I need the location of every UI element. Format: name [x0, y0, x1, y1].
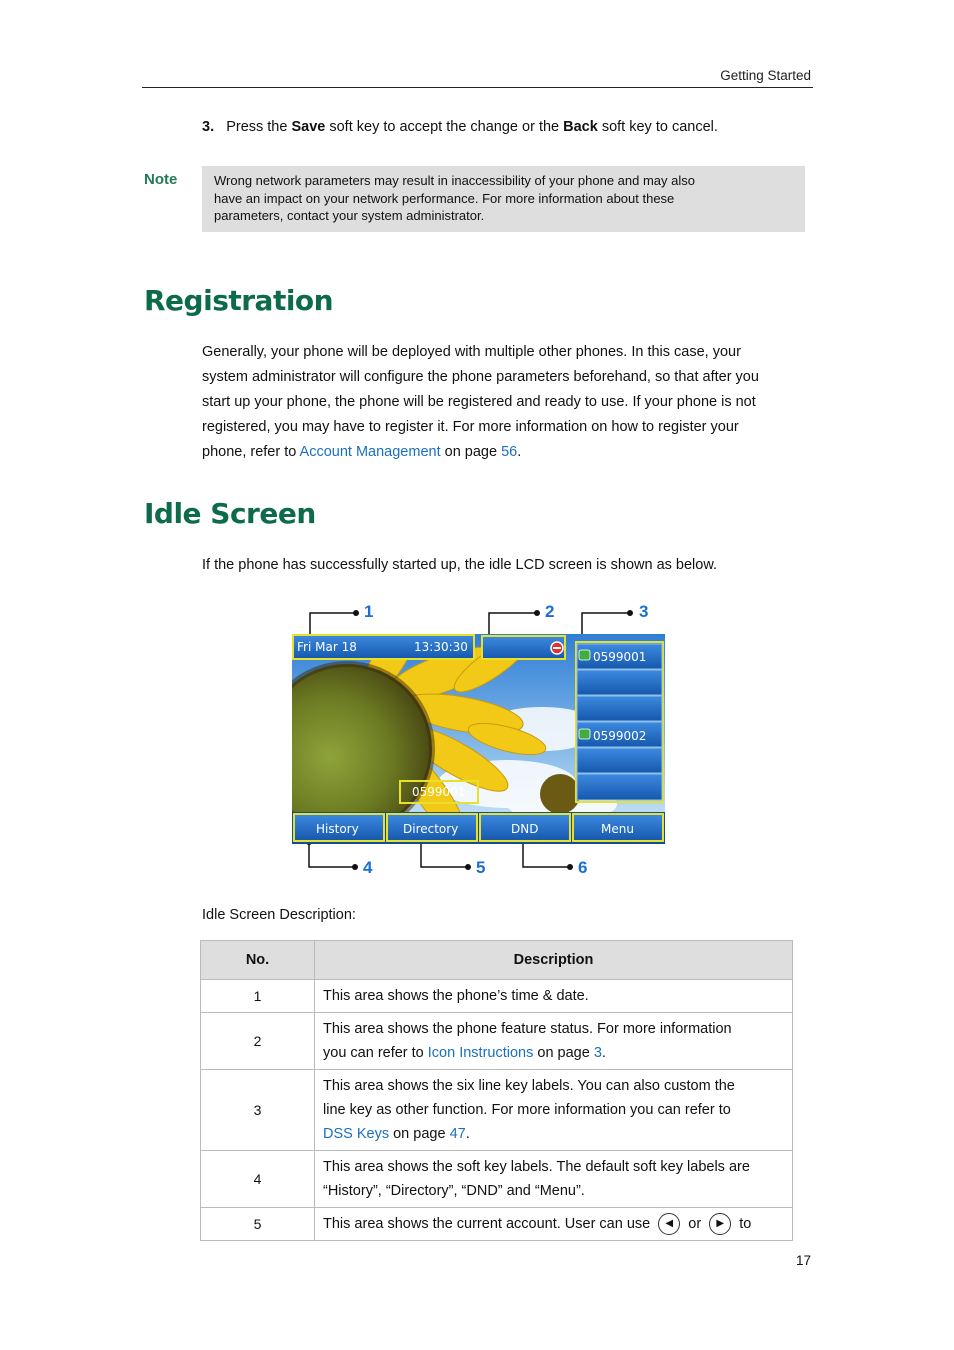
row-number: 3: [201, 1070, 315, 1151]
current-account: 0599001: [412, 785, 466, 799]
table-row: [201, 1151, 793, 1208]
page-47-link[interactable]: 47: [449, 1126, 466, 1142]
row-description: This area shows the phone’s time & date.: [315, 980, 793, 1013]
soft-key-bar: [292, 812, 665, 844]
phone-icon: [579, 729, 590, 739]
step-number: 3.: [202, 119, 215, 135]
row-description: [315, 1070, 793, 1151]
table-row: [201, 1208, 793, 1241]
step-text-before: Press the: [226, 119, 292, 135]
line-key-6[interactable]: [577, 774, 662, 800]
back-key-label: Back: [563, 119, 598, 135]
step-text-after: soft key to cancel.: [597, 119, 718, 135]
text: on page: [533, 1045, 594, 1061]
registration-heading: Registration: [144, 284, 334, 317]
account-management-link[interactable]: Account Management: [299, 444, 441, 460]
row-description: [315, 1013, 793, 1070]
icon-instructions-link[interactable]: Icon Instructions: [427, 1045, 534, 1061]
text: line key as other function. For more information you can refer to: [323, 1102, 731, 1118]
row-number: 4: [201, 1151, 315, 1208]
row-number: 2: [201, 1013, 315, 1070]
text: .: [517, 444, 522, 460]
callout-6: 6: [578, 858, 588, 877]
callout-3: 3: [639, 602, 649, 621]
idle-screen-heading: Idle Screen: [144, 497, 316, 530]
callout-4: 4: [363, 858, 373, 877]
idle-lcd-screen: [292, 634, 665, 844]
lcd-date: Fri Mar 18: [297, 640, 357, 654]
line-key-3[interactable]: [577, 696, 662, 721]
note-line: parameters, contact your system administrator.: [214, 208, 485, 223]
table-header-row: [201, 941, 793, 980]
row-number: 1: [201, 980, 315, 1013]
text-line: [323, 1122, 784, 1146]
row-description: [315, 1208, 793, 1241]
text: or: [684, 1216, 706, 1232]
text: “History”, “Directory”, “DND” and “Menu”.: [323, 1183, 585, 1199]
page-number: 17: [795, 1253, 811, 1268]
callout-2: 2: [545, 602, 555, 621]
text: This area shows the phone feature status. For more information: [323, 1021, 732, 1037]
step-text-middle: soft key to accept the change or the: [325, 119, 564, 135]
line-key-area: [576, 642, 663, 802]
text: This area shows the soft key labels. The default soft key labels are: [323, 1159, 750, 1175]
paragraph-line: start up your phone, the phone will be registered and ready to use. If your phone is not: [202, 394, 756, 410]
right-arrow-key-icon: ▶: [709, 1213, 731, 1235]
line-key-5[interactable]: [577, 748, 662, 773]
table-row: [201, 1013, 793, 1070]
row-number: 5: [201, 1208, 315, 1241]
paragraph-line: registered, you may have to register it. For more information on how to register your: [202, 419, 739, 435]
small-sunflower: [540, 774, 580, 814]
page-3-link[interactable]: 3: [593, 1045, 602, 1061]
soft-key-label: History: [316, 822, 359, 836]
column-header-no: No.: [201, 941, 315, 980]
note-line: have an impact on your network performance. For more information about these: [214, 190, 675, 206]
column-header-description: Description: [315, 941, 793, 980]
line-key-label: 0599002: [593, 729, 647, 743]
dss-keys-link[interactable]: DSS Keys: [323, 1126, 390, 1142]
phone-icon: [579, 650, 590, 660]
table-row: [201, 1070, 793, 1151]
running-header: Getting Started: [720, 68, 811, 83]
callout-1: 1: [364, 602, 374, 621]
text: you can refer to: [323, 1045, 428, 1061]
paragraph-line: Generally, your phone will be deployed with multiple other phones. In this case, your: [202, 344, 741, 360]
save-key-label: Save: [291, 119, 326, 135]
text: This area shows the current account. User can use: [323, 1216, 655, 1232]
text: phone, refer to: [202, 444, 300, 460]
text: .: [601, 1045, 606, 1061]
soft-key-label: Menu: [601, 822, 634, 836]
text-line: [323, 1041, 784, 1065]
callout-5: 5: [476, 858, 486, 877]
row-description: [315, 1151, 793, 1208]
line-key-label: 0599001: [593, 650, 647, 664]
left-arrow-key-icon: ◀: [658, 1213, 680, 1235]
idle-screen-description-table: [200, 940, 793, 1241]
paragraph-line: If the phone has successfully started up, the idle LCD screen is shown as below.: [202, 557, 718, 573]
text: This area shows the six line key labels. You can also custom the: [323, 1078, 735, 1094]
paragraph-line: system administrator will configure the phone parameters beforehand, so that after you: [202, 369, 759, 385]
text: on page: [440, 444, 502, 460]
lcd-svg: [292, 634, 665, 844]
soft-key-label: Directory: [403, 822, 459, 836]
text: .: [465, 1126, 470, 1142]
note-label: Note: [144, 171, 178, 188]
line-key-2[interactable]: [577, 670, 662, 695]
lcd-time: 13:30:30: [414, 640, 468, 654]
note-line: Wrong network parameters may result in inaccessibility of your phone and may also: [214, 173, 695, 188]
page-56-link[interactable]: 56: [501, 444, 518, 460]
table-row: [201, 980, 793, 1013]
text: on page: [389, 1126, 450, 1142]
text: to: [735, 1216, 752, 1232]
table-caption: Idle Screen Description:: [202, 907, 356, 923]
soft-key-label: DND: [511, 822, 539, 836]
